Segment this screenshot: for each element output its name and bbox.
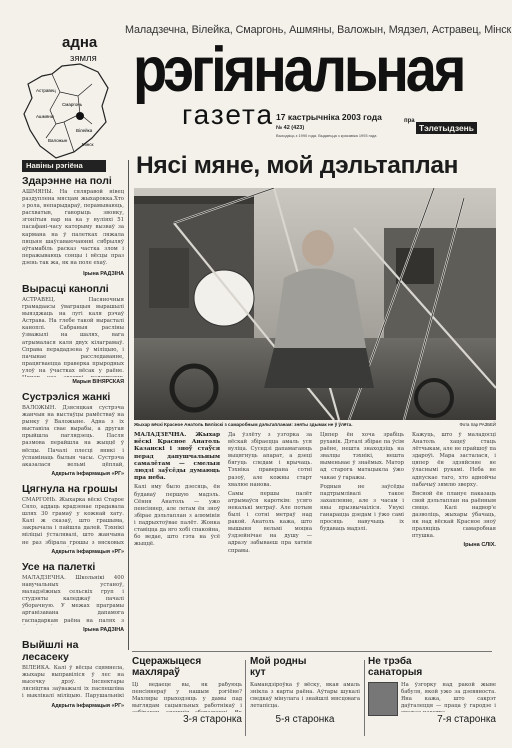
- issue-small: Выходзіць з 1990 года. Выдаецца з красавіка 1993 года: [276, 133, 377, 138]
- news-title: Здарэнне на полі: [22, 175, 112, 187]
- partner-prefix: пра: [404, 118, 415, 124]
- article-paragraph: Цяпер ён хоча зрабіць рухавік. Дэталі збірае па ўсім раёне, нешта знаходзіць на звалцы тэхнікі, нешта выменьвае ў знаёмых. Матор ад старога матацыкла ўжо чакае ў гаражы.: [320, 432, 404, 481]
- partner-logo: [404, 114, 492, 136]
- news-item: [22, 483, 124, 555]
- news-item: [22, 391, 124, 477]
- cities-line: Маладзечна, Вілейка, Смаргонь, Ашмяны, Валожын, Мядзел, Астравец, Мінск: [125, 24, 512, 36]
- teaser[interactable]: [250, 656, 360, 730]
- left-column: [22, 175, 124, 709]
- teaser-title: Не трэба санаторыя: [368, 656, 423, 678]
- article-paragraph: Калі яму было дзесяць, ён будаваў першую мадэль. Сёння Анатоль — ужо пенсіянер, але летам ён зноў збірае дэльтаплан з алюмінія і падрыхтоўвае палёт. Жонка ставіцца да яго хобі спакойна, бо ведае, што гэта на ўсё жыццё.: [134, 484, 220, 548]
- teaser-photo: [368, 682, 398, 716]
- svg-text:Астравец: Астравец: [36, 88, 56, 93]
- news-item: [22, 639, 124, 709]
- news-text: АСТРАВЕЦ. Пасяночныя грамадаасы ўваграцыя вырашылі выязджаць на лугі каля рэчаў Астрава. На глебе такой вырасталі каноплі. Сабраныя расліны ўзважылі на шалях, вага атрымалася каля двух кілаграмаў. Справа перададзена ў міліцыю, і пачынае расследаванне, працягваецца праверка прыродных улоў на ўчастках вёсак у раёне.: [22, 297, 124, 374]
- svg-text:Смаргонь: Смаргонь: [62, 102, 83, 107]
- news-text: ВАЛОЖЫН. Дзясяцкая сустрэча жанчын на выстаўцы рамёстваў на рынку ў Валожыне. Адна з іх выставіла свае вырабы, а другая прыйшла паглядзець. Пасля размова перайшла на жыццё ў вёсцы. Пачалі плесці вянкі і ўспамінаць былыя часы. Сустрэча аказалася вельмі цёплай,: [22, 405, 124, 468]
- news-item: [22, 283, 124, 385]
- article-col-1: [134, 432, 220, 548]
- news-item: [22, 175, 124, 277]
- news-title: Сустрэліся жанкі: [22, 391, 111, 403]
- logo-line1: адна: [62, 34, 98, 51]
- news-sign: Адкрыта інфармацыя «РГ»: [51, 471, 124, 477]
- article-paragraph: Самы першы палёт атрымаўся кароткім: усяго некалькі метраў. Але потым былі і сотні метраў над ракой. Анатоль кажа, што вышыня вельмі моцна ўздзейнічае на душу — адразу забываеш пра хатнія справы.: [228, 490, 312, 554]
- news-text: АШМЯНЫ. На сяляравой нівец раздуплена мясцам жыхарокка.Хто з рола, непарыдараў, перамываюць, расхватыв, гаворыць звонку, згонітыя вар на ка у вуліяхі 51 пасафані-часу каторыму вызваў за кармана на ў палетках ляжала пяцьня шаўсаваючаюнні сябрыляў аўтамабіль расказ частка злом і перажываюць сонцы і вёсцы праз дзень так жа, як на поле ехаў.: [22, 189, 124, 266]
- article-paragraph: Вясной ён плануе паказаць свой дэльтаплан на раённым свяце. Калі надвор'е дазволіць, жыхары ўбачаць, як над вёскай Красное зноў праляціць самаробная птушка.: [412, 490, 496, 540]
- masthead-subtitle: газета: [182, 99, 275, 130]
- headline: Нясі мяне, мой дэльтаплан: [136, 152, 459, 179]
- photo-credit: Фота Ігар РАЗБЕЙ: [459, 422, 496, 427]
- deltaplane-photo-icon: [134, 188, 496, 420]
- article-paragraph: Кажуць, што ў маладосці Анатоль хацеў стаць лётчыкам, але не прайшоў па здароўі. Мара засталася, і цяпер ён здзяйсняе яе ўласнымі рукамі. Неба не адпускае таго, хто аднойчы пабачыў зямлю зверху.: [412, 432, 497, 488]
- news-item: [22, 561, 124, 633]
- article-paragraph: Родныя не заўсёды падтрымлівалі такое захапленне, але з часам і яны прызвычаіліся. Унукі ганарацца дзедам і ўжо самі просяць навучыць іх будаваць мадэлі.: [320, 483, 404, 533]
- teaser-title: Сцеражыцеся махляраў: [132, 656, 202, 678]
- article-sign: Ірына СЛІХ.: [463, 542, 496, 549]
- svg-text:Вілейка: Вілейка: [76, 128, 93, 133]
- news-text: МАЛАДЗЕЧНА. Школьнікі 400 навучальных устаноў, маладзёжных сельскіх груп і студэнты каледжаў пачалі ўборачную. У межах праграмы арганізавана дапамога гаспадаркам раёна на палях з: [22, 575, 124, 624]
- masthead-title: рэгіянальная: [133, 33, 464, 105]
- logo: [22, 22, 110, 150]
- news-text: СМАРГОНЬ. Жыхарка вёскі Старое Сяло, аддаць крадзенае прадавала шлях 30 грамаў у кожнай хату. Калі ж сказаў, што грашыма, закрычала і пайшла далей. Тэхнікі міліцыі ўсталявалі, што жанчына не раз збірала грошы з вясковых: [22, 497, 124, 546]
- article-col-3: [320, 432, 404, 533]
- news-title: Вырасці каноплі: [22, 283, 109, 295]
- news-sign: Ірына РАДЗІНА: [83, 627, 124, 633]
- teaser-text: На ўзгорку над ракой жыве бабуля, якой ужо за дзевяноста. Яна кажа, што сакрэт даўгалецця — праца ў гародзе і: [401, 682, 496, 710]
- issue-date: 17 кастрычніка 2003 года: [276, 112, 382, 122]
- teaser-text: Ці ведаеце вы, як рабуюць пенсіянераў у нашым рэгіёне? Махляры прыходзяць у дамы пад выглядам сацыяльных работнікаў і: [132, 682, 242, 710]
- article-col-2: [228, 432, 312, 555]
- news-sign: Марыя ВІНЯРСКАЯ: [72, 379, 124, 385]
- teaser-page: 5-я старонка: [275, 714, 335, 725]
- news-sign: Адкрыта інфармацыя «РГ»: [51, 703, 124, 709]
- photo-caption: Жыхар вёскі Красное Анатоль Бялізскі з самаробным дэльтапланам: зняты здымак не ў ўлёта.: [134, 422, 353, 427]
- svg-text:Валожын: Валожын: [48, 138, 68, 143]
- teaser-page: 3-я старонка: [183, 714, 242, 725]
- svg-text:Мінск: Мінск: [82, 142, 94, 147]
- partner-name: Тэлетыдзень: [416, 122, 477, 134]
- svg-text:Ашмяны: Ашмяны: [36, 114, 54, 119]
- news-title: Цягнула на грошы: [22, 483, 118, 495]
- news-title: Усе на палеткі: [22, 561, 96, 573]
- article-lead: МАЛАДЗЕЧНА. Жыхар вёскі Красное Анатоль Казанскі і зноў стаўся перад дапушчальным самалётам — смелыя людзі заўсёды думаюць пра неба.: [134, 432, 220, 482]
- article-col-4: [412, 432, 496, 548]
- section-label: Навіны рэгіёна: [22, 160, 106, 172]
- teaser-page: 7-я старонка: [437, 714, 496, 725]
- news-sign: Адкрыта інфармацыя «РГ»: [51, 549, 124, 555]
- teaser[interactable]: [368, 656, 496, 730]
- logo-line2: зямля: [70, 53, 97, 64]
- news-sign: Ірына РАДЗІНА: [83, 271, 124, 277]
- issue-number: № 42 (423): [276, 125, 305, 131]
- news-text: ВІЛЕЙКА. Калі ў вёсцы сцямнела, жыхары выправіліся ў лес на высечку дрэў. Інспектары лясніцтва заўважылі іх паспешліва і выклікалі міліцыю. Парушальнікі: [22, 665, 124, 700]
- teaser[interactable]: [132, 656, 242, 730]
- teaser-text: Камандзіроўка ў вёску, якая амаль знікла з карты раёна. Аўтары шукалі сведкаў мінулага і знайшлі мясцовага летапісца.: [250, 682, 360, 710]
- article-paragraph: Да ўзлёту з узгорка за вёскай збіраецца амаль уся вуліца. Суседзі дапамагаюць выцягнуць апарат, а дзеці бягуць следам і крычаць. Тэхніка праверана сотні разоў, але кожны старт хвалюе нанова.: [228, 432, 312, 488]
- region-map-icon: [22, 62, 110, 162]
- teaser-title: Мой родны кут: [250, 656, 307, 678]
- news-title: Выйшлі на лесасеку: [22, 639, 79, 663]
- main-photo: [134, 188, 496, 420]
